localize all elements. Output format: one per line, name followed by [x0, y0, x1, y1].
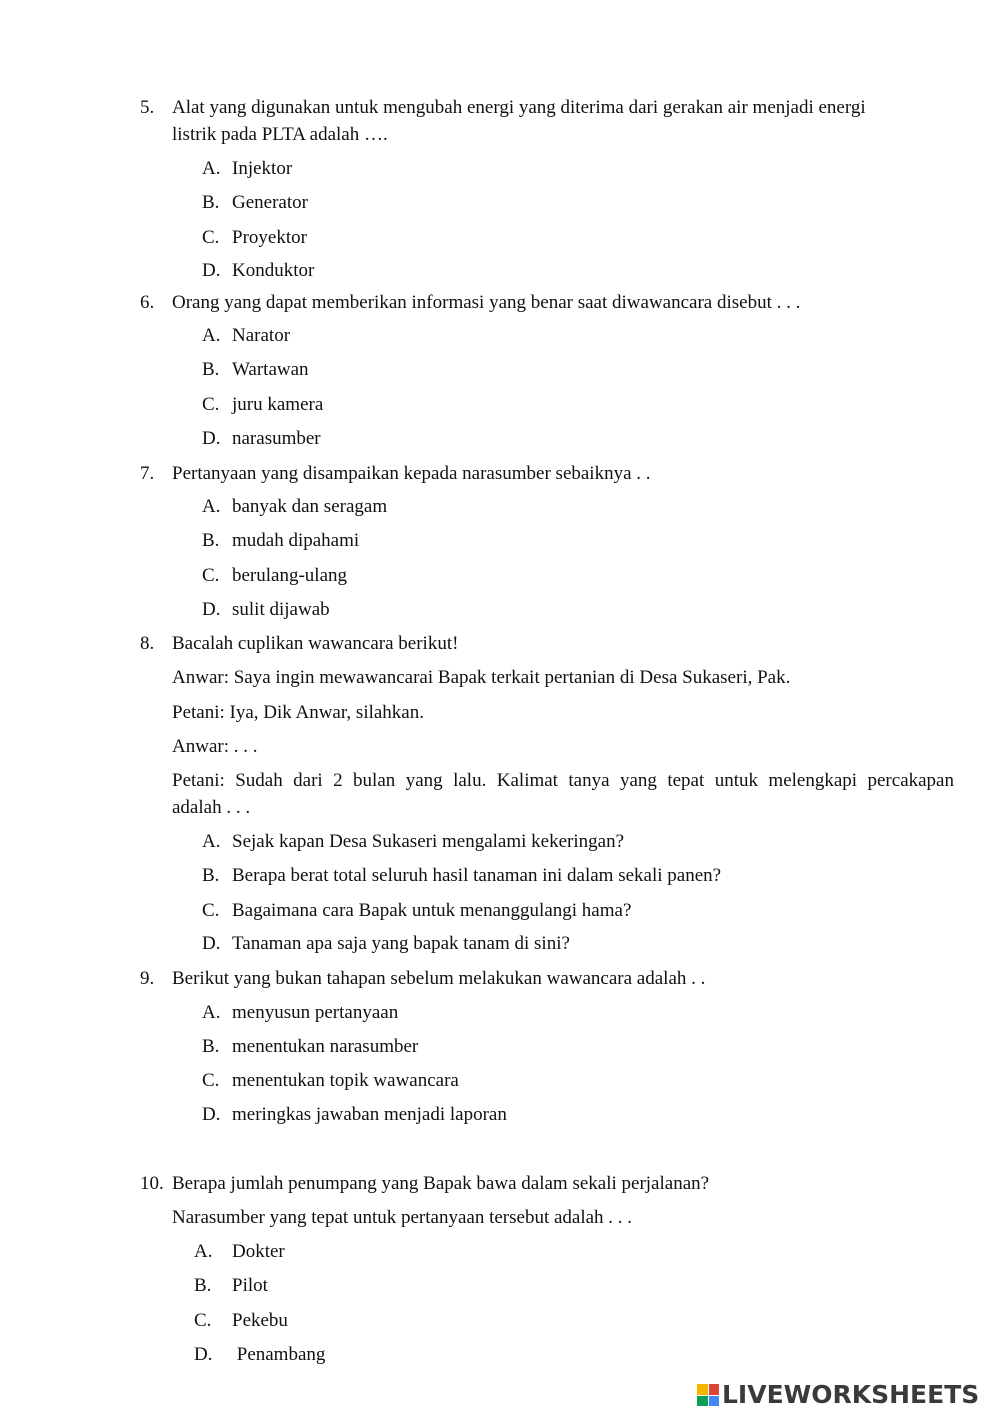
question-number: 10. — [140, 1173, 164, 1194]
option-text: Injektor — [232, 158, 293, 179]
option-text: menentukan topik wawancara — [232, 1070, 459, 1091]
option-text: Sejak kapan Desa Sukaseri mengalami kekeringan? — [232, 831, 624, 852]
option-letter: A. — [202, 158, 221, 179]
question-number: 9. — [140, 968, 155, 989]
option-text: Narator — [232, 325, 291, 346]
dialogue-line: Anwar: Saya ingin mewawancarai Bapak terkait pertanian di Desa Sukaseri, Pak. — [172, 667, 791, 688]
dialogue-line: Petani: Iya, Dik Anwar, silahkan. — [172, 702, 424, 723]
option-text: Bagaimana cara Bapak untuk menanggulangi hama? — [232, 900, 632, 921]
question-text-line: Alat yang digunakan untuk mengubah energi yang diterima dari gerakan air menjadi energi — [172, 97, 866, 118]
option-letter: C. — [202, 900, 220, 921]
option-letter: A. — [202, 496, 221, 517]
option-text: Proyektor — [232, 227, 307, 248]
option-letter: D. — [202, 933, 221, 954]
option-letter: D. — [202, 428, 221, 449]
option-text: banyak dan seragam — [232, 496, 388, 517]
question-text-line: Narasumber yang tepat untuk pertanyaan tersebut adalah . . . — [172, 1207, 633, 1228]
option-text: sulit dijawab — [232, 599, 330, 620]
dialogue-line — [172, 770, 954, 793]
question-text-line: Berapa jumlah penumpang yang Bapak bawa dalam sekali perjalanan? — [172, 1173, 710, 1194]
question-text-line: Pertanyaan yang disampaikan kepada narasumber sebaiknya . . — [172, 463, 651, 484]
option-text: Berapa berat total seluruh hasil tanaman ini dalam sekali panen? — [232, 865, 722, 886]
question-number: 5. — [140, 97, 155, 118]
logo-text: LIVEWORKSHEETS — [722, 1380, 980, 1409]
option-text: Generator — [232, 192, 308, 213]
option-text: Penambang — [232, 1344, 326, 1365]
option-letter: B. — [202, 865, 220, 886]
question-number: 6. — [140, 292, 155, 313]
dialogue-line: Anwar: . . . — [172, 736, 258, 757]
option-text: Wartawan — [232, 359, 309, 380]
option-text: berulang-ulang — [232, 565, 348, 586]
option-text: Tanaman apa saja yang bapak tanam di sini? — [232, 933, 570, 954]
option-text: juru kamera — [232, 394, 324, 415]
option-letter: C. — [202, 227, 220, 248]
option-letter: C. — [194, 1310, 212, 1331]
liveworksheets-logo-icon — [697, 1384, 719, 1406]
option-letter: D. — [202, 1104, 221, 1125]
option-text: Konduktor — [232, 260, 315, 281]
option-text: narasumber — [232, 428, 321, 449]
option-letter: D. — [202, 599, 221, 620]
logo-square — [709, 1396, 720, 1407]
question-text-line: adalah . . . — [172, 797, 251, 818]
option-letter: B. — [194, 1275, 212, 1296]
option-text: Pilot — [232, 1275, 268, 1296]
option-text: meringkas jawaban menjadi laporan — [232, 1104, 507, 1125]
option-text: menyusun pertanyaan — [232, 1002, 399, 1023]
logo-square — [709, 1384, 720, 1395]
option-letter: A. — [202, 1002, 221, 1023]
option-letter: D. — [202, 260, 221, 281]
option-letter: B. — [202, 192, 220, 213]
option-text: mudah dipahami — [232, 530, 360, 551]
logo-square — [697, 1396, 708, 1407]
question-text-line: Berikut yang bukan tahapan sebelum melakukan wawancara adalah . . — [172, 968, 706, 989]
option-letter: A. — [202, 831, 221, 852]
dialogue-line-text: Petani: Sudah dari 2 bulan yang lalu. Kalimat tanya yang tepat untuk melengkapi percakapan — [172, 770, 954, 791]
question-text-line: listrik pada PLTA adalah …. — [172, 124, 388, 145]
liveworksheets-logo[interactable] — [697, 1380, 979, 1410]
question-text-line: Orang yang dapat memberikan informasi yang benar saat diwawancara disebut . . . — [172, 292, 801, 313]
option-letter: A. — [194, 1241, 213, 1262]
logo-square — [697, 1384, 708, 1395]
option-letter: C. — [202, 394, 220, 415]
option-letter: D. — [194, 1344, 213, 1365]
question-number: 7. — [140, 463, 155, 484]
option-letter: B. — [202, 530, 220, 551]
option-letter: B. — [202, 359, 220, 380]
option-letter: A. — [202, 325, 221, 346]
option-letter: C. — [202, 1070, 220, 1091]
option-letter: C. — [202, 565, 220, 586]
option-text: Dokter — [232, 1241, 285, 1262]
option-text: Pekebu — [232, 1310, 288, 1331]
question-number: 8. — [140, 633, 155, 654]
option-letter: B. — [202, 1036, 220, 1057]
question-text-line: Bacalah cuplikan wawancara berikut! — [172, 633, 459, 654]
option-text: menentukan narasumber — [232, 1036, 419, 1057]
